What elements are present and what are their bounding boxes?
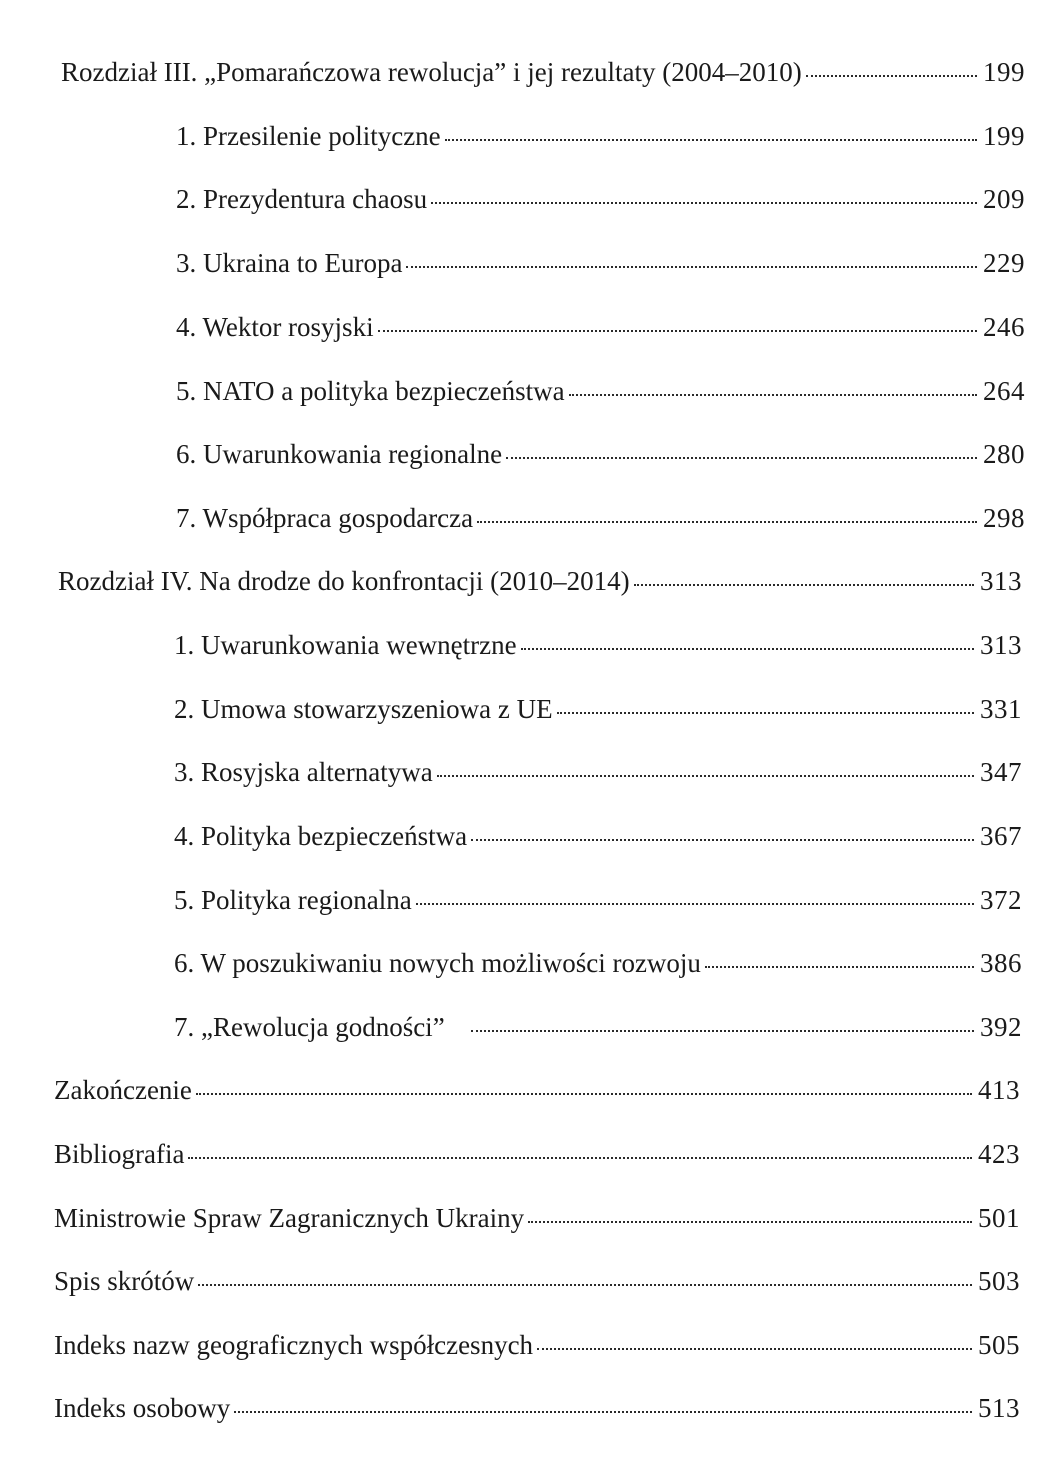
dot-leader xyxy=(537,1348,972,1350)
toc-section xyxy=(174,689,1022,729)
toc-entry-title: 6. W poszukiwaniu nowych możliwości rozwoju xyxy=(174,948,701,978)
dot-leader xyxy=(406,266,977,268)
toc-entry-title: 3. Rosyjska alternatywa xyxy=(174,757,433,787)
toc-entry-page: 298 xyxy=(983,503,1025,533)
toc-chapter-3 xyxy=(61,52,1025,92)
toc-entry-title: Bibliografia xyxy=(54,1139,185,1169)
toc-ministers xyxy=(54,1198,1020,1238)
toc-entry-title: Indeks nazw geograficznych współczesnych xyxy=(54,1330,534,1360)
toc-geographic-index xyxy=(54,1325,1020,1365)
dot-leader xyxy=(705,966,974,968)
toc-entry-page: 331 xyxy=(980,694,1022,724)
toc-entry-title: Rozdział IV. Na drodze do konfrontacji (2010–2014) xyxy=(58,566,630,596)
dot-leader xyxy=(431,202,977,204)
toc-entry-title: 4. Polityka bezpieczeństwa xyxy=(174,821,468,851)
toc-section xyxy=(174,1007,1022,1047)
dot-leader xyxy=(471,1030,974,1032)
dot-leader xyxy=(471,839,974,841)
toc-entry-title: 7. Współpraca gospodarcza xyxy=(176,503,474,533)
toc-section xyxy=(176,243,1025,283)
toc-entry-page: 503 xyxy=(978,1266,1020,1296)
toc-section xyxy=(176,307,1025,347)
toc-entry-page: 199 xyxy=(983,121,1025,151)
toc-entry-title: Rozdział III. „Pomarańczowa rewolucja” i jej rezultaty (2004–2010) xyxy=(61,57,802,87)
toc-section xyxy=(176,498,1025,538)
toc-entry-title: 5. Polityka regionalna xyxy=(174,885,412,915)
toc-entry-page: 513 xyxy=(978,1393,1020,1423)
toc-entry-page: 199 xyxy=(983,57,1025,87)
toc-entry-title: Zakończenie xyxy=(54,1075,192,1105)
dot-leader xyxy=(506,457,977,459)
dot-leader xyxy=(477,521,977,523)
dot-leader xyxy=(528,1221,972,1223)
toc-entry-page: 229 xyxy=(983,248,1025,278)
toc-entry-page: 372 xyxy=(980,885,1022,915)
toc-section xyxy=(174,752,1022,792)
toc-entry-page: 347 xyxy=(980,757,1022,787)
dot-leader xyxy=(188,1157,972,1159)
toc-entry-page: 505 xyxy=(978,1330,1020,1360)
toc-entry-title: 3. Ukraina to Europa xyxy=(176,248,403,278)
toc-section xyxy=(176,116,1025,156)
toc-entry-page: 313 xyxy=(980,566,1022,596)
toc-entry-title: 2. Umowa stowarzyszeniowa z UE xyxy=(174,694,553,724)
dot-leader xyxy=(569,394,977,396)
toc-entry-page: 386 xyxy=(980,948,1022,978)
toc-section xyxy=(174,880,1022,920)
toc-section xyxy=(176,371,1025,411)
toc-conclusion xyxy=(54,1070,1020,1110)
toc-entry-page: 392 xyxy=(980,1012,1022,1042)
dot-leader xyxy=(445,139,977,141)
toc-entry-page: 313 xyxy=(980,630,1022,660)
toc-entry-title: 7. „Rewolucja godności” xyxy=(174,1012,445,1042)
dot-leader xyxy=(416,903,974,905)
dot-leader xyxy=(806,75,977,77)
toc-entry-title: 2. Prezydentura chaosu xyxy=(176,184,428,214)
toc-entry-title: 1. Uwarunkowania wewnętrzne xyxy=(174,630,517,660)
dot-leader xyxy=(634,584,974,586)
toc-section xyxy=(174,625,1022,665)
dot-leader xyxy=(557,712,974,714)
toc-entry-page: 501 xyxy=(978,1203,1020,1233)
dot-leader xyxy=(198,1284,972,1286)
toc-entry-title: 5. NATO a polityka bezpieczeństwa xyxy=(176,376,565,406)
toc-section xyxy=(174,943,1022,983)
dot-leader xyxy=(437,775,974,777)
toc-section xyxy=(174,816,1022,856)
toc-entry-page: 423 xyxy=(978,1139,1020,1169)
dot-leader xyxy=(196,1093,972,1095)
toc-entry-page: 264 xyxy=(983,376,1025,406)
toc-entry-page: 413 xyxy=(978,1075,1020,1105)
toc-entry-page: 246 xyxy=(983,312,1025,342)
dot-leader xyxy=(234,1411,972,1413)
toc-entry-page: 209 xyxy=(983,184,1025,214)
toc-entry-title: 1. Przesilenie polityczne xyxy=(176,121,441,151)
toc-entry-title: Spis skrótów xyxy=(54,1266,195,1296)
dot-leader xyxy=(521,648,974,650)
toc-abbreviations xyxy=(54,1261,1020,1301)
toc-entry-page: 367 xyxy=(980,821,1022,851)
toc-section xyxy=(176,179,1025,219)
toc-entry-title: Indeks osobowy xyxy=(54,1393,231,1423)
toc-section xyxy=(176,434,1025,474)
toc-bibliography xyxy=(54,1134,1020,1174)
toc-entry-title: 4. Wektor rosyjski xyxy=(176,312,374,342)
toc-entry-page: 280 xyxy=(983,439,1025,469)
toc-entry-title: 6. Uwarunkowania regionalne xyxy=(176,439,503,469)
toc-entry-title: Ministrowie Spraw Zagranicznych Ukrainy xyxy=(54,1203,525,1233)
dot-leader xyxy=(378,330,977,332)
toc-person-index xyxy=(54,1388,1020,1428)
toc-chapter-4 xyxy=(58,561,1022,601)
